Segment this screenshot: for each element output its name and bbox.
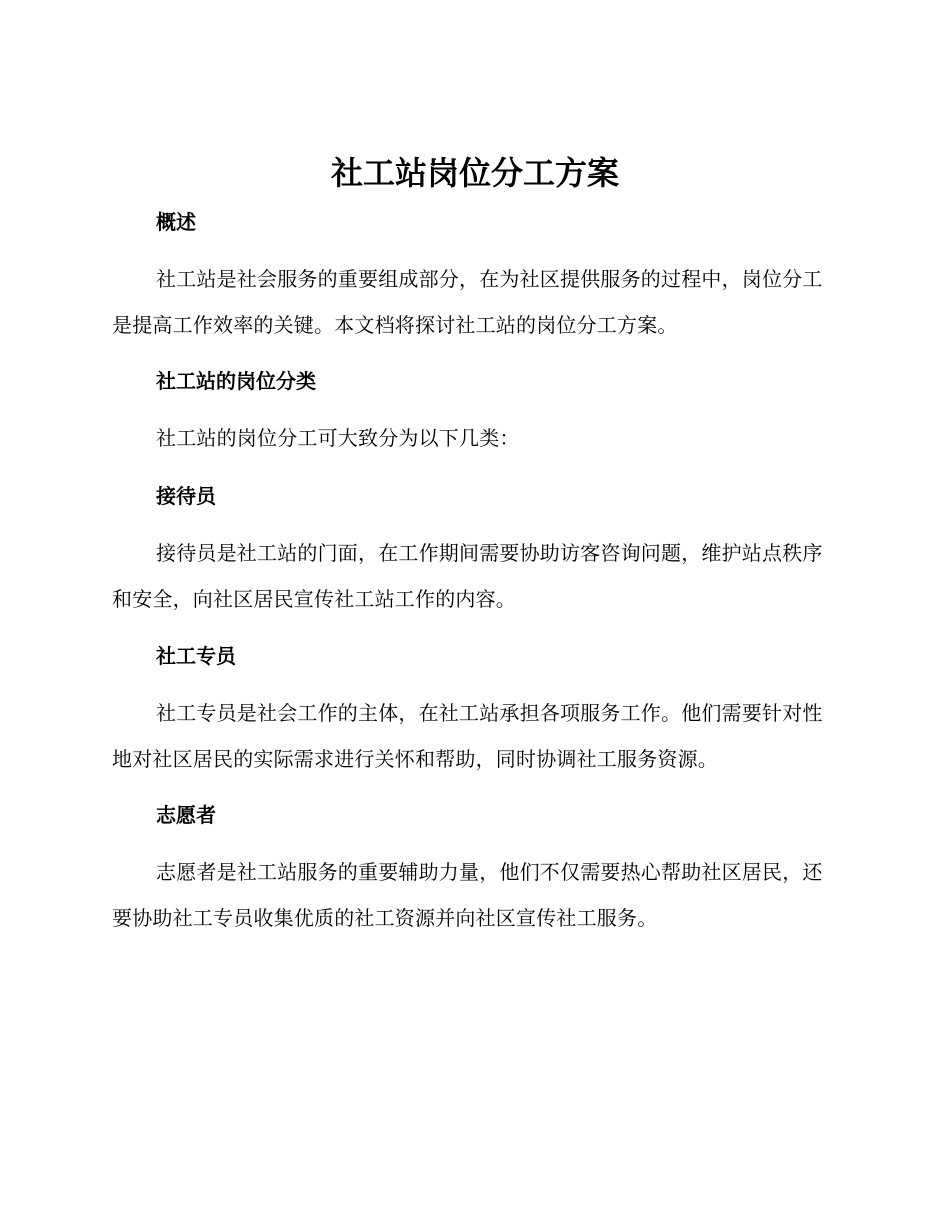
section-heading-social-worker: 社工专员 [156, 644, 236, 668]
document-title: 社工站岗位分工方案 [330, 154, 619, 192]
section-heading-receptionist: 接待员 [156, 484, 216, 508]
section-paragraph-social-worker: 社工专员是社会工作的主体，在社工站承担各项服务工作。他们需要针对性地对社区居民的实际需求进行关怀和帮助，同时协调社工服务资源。 [112, 701, 823, 771]
section-paragraph-receptionist: 接待员是社工站的门面，在工作期间需要协助访客咨询问题，维护站点秩序和安全，向社区居民宣传社工站工作的内容。 [112, 541, 823, 611]
section-paragraph-overview: 社工站是社会服务的重要组成部分，在为社区提供服务的过程中，岗位分工是提高工作效率的关键。本文档将探讨社工站的岗位分工方案。 [112, 267, 823, 337]
section-paragraph-volunteer: 志愿者是社工站服务的重要辅助力量，他们不仅需要热心帮助社区居民，还要协助社工专员收集优质的社工资源并向社区宣传社工服务。 [112, 860, 823, 930]
section-heading-volunteer: 志愿者 [156, 803, 216, 827]
section-heading-categories: 社工站的岗位分类 [156, 369, 316, 393]
section-heading-overview: 概述 [156, 210, 196, 234]
section-paragraph-categories: 社工站的岗位分工可大致分为以下几类： [156, 426, 520, 450]
